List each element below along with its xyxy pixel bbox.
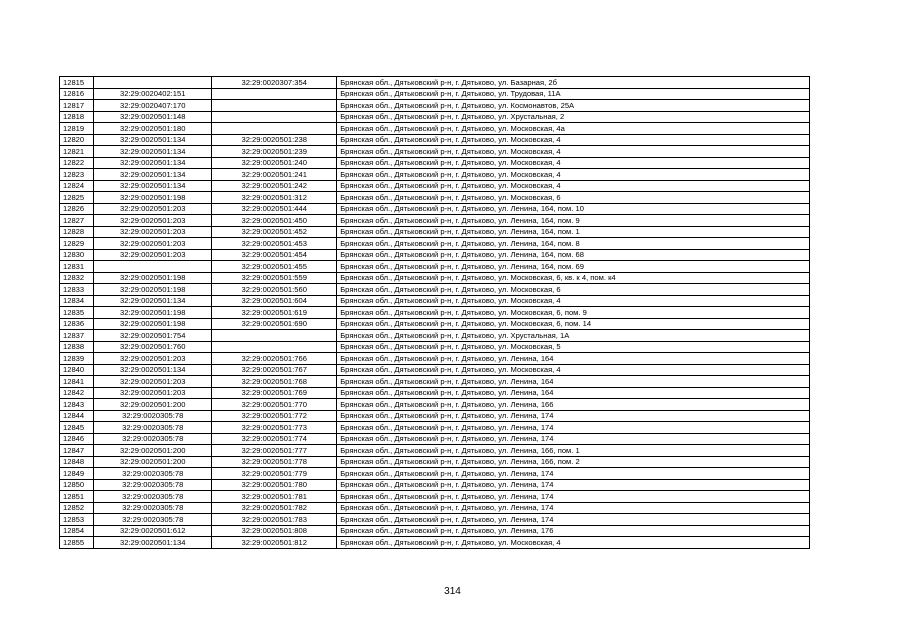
record-number-cell: 12834 <box>60 295 94 307</box>
cadastral-object-cell: 32:29:0020501:767 <box>212 364 337 376</box>
table-row <box>60 261 810 273</box>
address-cell: Брянская обл., Дятьковский р-н, г. Дятьково, ул. Ленина, 164, пом. 69 <box>337 261 810 273</box>
cadastral-parcel-cell: 32:29:0020501:760 <box>94 341 212 353</box>
record-number-cell: 12846 <box>60 433 94 445</box>
cadastral-object-cell: 32:29:0020501:454 <box>212 249 337 261</box>
cadastral-object-cell: 32:29:0020501:452 <box>212 226 337 238</box>
cadastral-object-cell: 32:29:0020501:242 <box>212 180 337 192</box>
table-row <box>60 330 810 342</box>
cadastral-parcel-cell: 32:29:0020501:198 <box>94 192 212 204</box>
record-number-cell: 12842 <box>60 387 94 399</box>
address-cell: Брянская обл., Дятьковский р-н, г. Дятьково, ул. Ленина, 174 <box>337 491 810 503</box>
cadastral-parcel-cell: 32:29:0020501:198 <box>94 307 212 319</box>
table-row <box>60 502 810 514</box>
cadastral-parcel-cell: 32:29:0020305:78 <box>94 410 212 422</box>
cadastral-object-cell: 32:29:0020501:312 <box>212 192 337 204</box>
cadastral-parcel-cell: 32:29:0020402:151 <box>94 88 212 100</box>
record-number-cell: 12817 <box>60 100 94 112</box>
cadastral-parcel-cell: 32:29:0020305:78 <box>94 502 212 514</box>
table-row <box>60 169 810 181</box>
table-row <box>60 215 810 227</box>
record-number-cell: 12849 <box>60 468 94 480</box>
records-table <box>59 76 810 549</box>
cadastral-parcel-cell: 32:29:0020305:78 <box>94 514 212 526</box>
record-number-cell: 12816 <box>60 88 94 100</box>
address-cell: Брянская обл., Дятьковский р-н, г. Дятьково, ул. Ленина, 174 <box>337 479 810 491</box>
address-cell: Брянская обл., Дятьковский р-н, г. Дятьково, ул. Базарная, 2б <box>337 77 810 89</box>
cadastral-parcel-cell: 32:29:0020501:203 <box>94 215 212 227</box>
record-number-cell: 12855 <box>60 537 94 549</box>
cadastral-object-cell: 32:29:0020501:240 <box>212 157 337 169</box>
address-cell: Брянская обл., Дятьковский р-н, г. Дятьково, ул. Московская, 4 <box>337 146 810 158</box>
cadastral-parcel-cell: 32:29:0020501:200 <box>94 399 212 411</box>
record-number-cell: 12828 <box>60 226 94 238</box>
cadastral-object-cell: 32:29:0020501:450 <box>212 215 337 227</box>
cadastral-object-cell: 32:29:0020501:780 <box>212 479 337 491</box>
record-number-cell: 12833 <box>60 284 94 296</box>
address-cell: Брянская обл., Дятьковский р-н, г. Дятьково, ул. Московская, 4 <box>337 537 810 549</box>
address-cell: Брянская обл., Дятьковский р-н, г. Дятьково, ул. Московская, 4 <box>337 180 810 192</box>
cadastral-object-cell: 32:29:0020501:444 <box>212 203 337 215</box>
record-number-cell: 12830 <box>60 249 94 261</box>
record-number-cell: 12827 <box>60 215 94 227</box>
record-number-cell: 12825 <box>60 192 94 204</box>
record-number-cell: 12841 <box>60 376 94 388</box>
cadastral-parcel-cell <box>94 77 212 89</box>
cadastral-object-cell: 32:29:0020501:690 <box>212 318 337 330</box>
table-row <box>60 295 810 307</box>
cadastral-object-cell <box>212 123 337 135</box>
cadastral-parcel-cell: 32:29:0020305:78 <box>94 491 212 503</box>
table-row <box>60 364 810 376</box>
record-number-cell: 12818 <box>60 111 94 123</box>
cadastral-object-cell <box>212 100 337 112</box>
cadastral-parcel-cell: 32:29:0020501:134 <box>94 169 212 181</box>
cadastral-parcel-cell: 32:29:0020501:134 <box>94 180 212 192</box>
table-row <box>60 77 810 89</box>
cadastral-object-cell: 32:29:0020501:774 <box>212 433 337 445</box>
table-row <box>60 284 810 296</box>
cadastral-parcel-cell: 32:29:0020501:198 <box>94 284 212 296</box>
table-row <box>60 146 810 158</box>
record-number-cell: 12835 <box>60 307 94 319</box>
table-row <box>60 192 810 204</box>
cadastral-object-cell: 32:29:0020501:766 <box>212 353 337 365</box>
cadastral-object-cell: 32:29:0020501:768 <box>212 376 337 388</box>
address-cell: Брянская обл., Дятьковский р-н, г. Дятьково, ул. Ленина, 166 <box>337 399 810 411</box>
record-number-cell: 12854 <box>60 525 94 537</box>
table-row <box>60 111 810 123</box>
record-number-cell: 12820 <box>60 134 94 146</box>
cadastral-parcel-cell: 32:29:0020501:203 <box>94 353 212 365</box>
address-cell: Брянская обл., Дятьковский р-н, г. Дятьково, ул. Ленина, 164, пом. 68 <box>337 249 810 261</box>
record-number-cell: 12824 <box>60 180 94 192</box>
table-row <box>60 479 810 491</box>
cadastral-object-cell: 32:29:0020501:783 <box>212 514 337 526</box>
cadastral-parcel-cell: 32:29:0020305:78 <box>94 468 212 480</box>
cadastral-parcel-cell: 32:29:0020305:78 <box>94 433 212 445</box>
table-row <box>60 123 810 135</box>
address-cell: Брянская обл., Дятьковский р-н, г. Дятьково, ул. Московская, 6, пом. 14 <box>337 318 810 330</box>
address-cell: Брянская обл., Дятьковский р-н, г. Дятьково, ул. Ленина, 164, пом. 9 <box>337 215 810 227</box>
table-row <box>60 341 810 353</box>
table-row <box>60 88 810 100</box>
table-row <box>60 249 810 261</box>
cadastral-parcel-cell: 32:29:0020501:198 <box>94 318 212 330</box>
cadastral-parcel-cell: 32:29:0020501:754 <box>94 330 212 342</box>
record-number-cell: 12837 <box>60 330 94 342</box>
cadastral-object-cell: 32:29:0020501:604 <box>212 295 337 307</box>
cadastral-object-cell: 32:29:0020501:772 <box>212 410 337 422</box>
cadastral-object-cell: 32:29:0020501:559 <box>212 272 337 284</box>
cadastral-object-cell: 32:29:0020501:770 <box>212 399 337 411</box>
cadastral-parcel-cell: 32:29:0020501:134 <box>94 364 212 376</box>
table-row <box>60 399 810 411</box>
record-number-cell: 12829 <box>60 238 94 250</box>
cadastral-parcel-cell: 32:29:0020305:78 <box>94 422 212 434</box>
address-cell: Брянская обл., Дятьковский р-н, г. Дятьково, ул. Московская, 6, пом. 9 <box>337 307 810 319</box>
record-number-cell: 12831 <box>60 261 94 273</box>
cadastral-object-cell: 32:29:0020501:241 <box>212 169 337 181</box>
record-number-cell: 12832 <box>60 272 94 284</box>
address-cell: Брянская обл., Дятьковский р-н, г. Дятьково, ул. Ленина, 164, пом. 10 <box>337 203 810 215</box>
cadastral-parcel-cell: 32:29:0020501:203 <box>94 249 212 261</box>
table-row <box>60 180 810 192</box>
address-cell: Брянская обл., Дятьковский р-н, г. Дятьково, ул. Московская, 6, кв. к 4, пом. к4 <box>337 272 810 284</box>
address-cell: Брянская обл., Дятьковский р-н, г. Дятьково, ул. Ленина, 164, пом. 8 <box>337 238 810 250</box>
record-number-cell: 12821 <box>60 146 94 158</box>
cadastral-object-cell: 32:29:0020501:453 <box>212 238 337 250</box>
record-number-cell: 12851 <box>60 491 94 503</box>
table-row <box>60 203 810 215</box>
address-cell: Брянская обл., Дятьковский р-н, г. Дятьково, ул. Московская, 6 <box>337 192 810 204</box>
cadastral-parcel-cell: 32:29:0020407:170 <box>94 100 212 112</box>
address-cell: Брянская обл., Дятьковский р-н, г. Дятьково, ул. Московская, 5 <box>337 341 810 353</box>
record-number-cell: 12840 <box>60 364 94 376</box>
cadastral-parcel-cell: 32:29:0020501:198 <box>94 272 212 284</box>
table-row <box>60 537 810 549</box>
table-row <box>60 307 810 319</box>
cadastral-parcel-cell: 32:29:0020501:134 <box>94 146 212 158</box>
address-cell: Брянская обл., Дятьковский р-н, г. Дятьково, ул. Ленина, 164 <box>337 387 810 399</box>
record-number-cell: 12815 <box>60 77 94 89</box>
cadastral-object-cell: 32:29:0020501:779 <box>212 468 337 480</box>
cadastral-object-cell: 32:29:0020501:777 <box>212 445 337 457</box>
address-cell: Брянская обл., Дятьковский р-н, г. Дятьково, ул. Ленина, 174 <box>337 514 810 526</box>
record-number-cell: 12819 <box>60 123 94 135</box>
address-cell: Брянская обл., Дятьковский р-н, г. Дятьково, ул. Московская, 4 <box>337 157 810 169</box>
cadastral-parcel-cell: 32:29:0020501:134 <box>94 537 212 549</box>
cadastral-parcel-cell: 32:29:0020501:200 <box>94 456 212 468</box>
table-row <box>60 468 810 480</box>
address-cell: Брянская обл., Дятьковский р-н, г. Дятьково, ул. Ленина, 174 <box>337 433 810 445</box>
record-number-cell: 12852 <box>60 502 94 514</box>
cadastral-object-cell: 32:29:0020501:773 <box>212 422 337 434</box>
address-cell: Брянская обл., Дятьковский р-н, г. Дятьково, ул. Хрустальная, 2 <box>337 111 810 123</box>
table-row <box>60 353 810 365</box>
address-cell: Брянская обл., Дятьковский р-н, г. Дятьково, ул. Ленина, 166, пом. 2 <box>337 456 810 468</box>
cadastral-object-cell: 32:29:0020501:239 <box>212 146 337 158</box>
address-cell: Брянская обл., Дятьковский р-н, г. Дятьково, ул. Московская, 4а <box>337 123 810 135</box>
records-table-body <box>60 77 810 549</box>
record-number-cell: 12845 <box>60 422 94 434</box>
cadastral-parcel-cell: 32:29:0020501:203 <box>94 376 212 388</box>
cadastral-object-cell: 32:29:0020501:238 <box>212 134 337 146</box>
address-cell: Брянская обл., Дятьковский р-н, г. Дятьково, ул. Московская, 6 <box>337 284 810 296</box>
record-number-cell: 12839 <box>60 353 94 365</box>
cadastral-object-cell: 32:29:0020501:619 <box>212 307 337 319</box>
address-cell: Брянская обл., Дятьковский р-н, г. Дятьково, ул. Ленина, 176 <box>337 525 810 537</box>
record-number-cell: 12853 <box>60 514 94 526</box>
address-cell: Брянская обл., Дятьковский р-н, г. Дятьково, ул. Ленина, 174 <box>337 502 810 514</box>
table-row <box>60 525 810 537</box>
address-cell: Брянская обл., Дятьковский р-н, г. Дятьково, ул. Московская, 4 <box>337 295 810 307</box>
cadastral-object-cell: 32:29:0020501:812 <box>212 537 337 549</box>
table-row <box>60 100 810 112</box>
cadastral-object-cell <box>212 88 337 100</box>
table-row <box>60 238 810 250</box>
cadastral-object-cell <box>212 330 337 342</box>
record-number-cell: 12822 <box>60 157 94 169</box>
cadastral-object-cell: 32:29:0020501:781 <box>212 491 337 503</box>
cadastral-object-cell: 32:29:0020501:455 <box>212 261 337 273</box>
cadastral-parcel-cell: 32:29:0020501:200 <box>94 445 212 457</box>
table-row <box>60 318 810 330</box>
address-cell: Брянская обл., Дятьковский р-н, г. Дятьково, ул. Ленина, 174 <box>337 410 810 422</box>
cadastral-parcel-cell: 32:29:0020501:203 <box>94 387 212 399</box>
table-row <box>60 134 810 146</box>
address-cell: Брянская обл., Дятьковский р-н, г. Дятьково, ул. Ленина, 164 <box>337 353 810 365</box>
table-row <box>60 387 810 399</box>
record-number-cell: 12823 <box>60 169 94 181</box>
address-cell: Брянская обл., Дятьковский р-н, г. Дятьково, ул. Ленина, 164, пом. 1 <box>337 226 810 238</box>
table-row <box>60 410 810 422</box>
cadastral-parcel-cell: 32:29:0020501:180 <box>94 123 212 135</box>
cadastral-parcel-cell: 32:29:0020501:203 <box>94 226 212 238</box>
cadastral-parcel-cell <box>94 261 212 273</box>
address-cell: Брянская обл., Дятьковский р-н, г. Дятьково, ул. Космонавтов, 25А <box>337 100 810 112</box>
cadastral-object-cell: 32:29:0020501:808 <box>212 525 337 537</box>
record-number-cell: 12836 <box>60 318 94 330</box>
cadastral-parcel-cell: 32:29:0020501:203 <box>94 238 212 250</box>
cadastral-parcel-cell: 32:29:0020501:134 <box>94 134 212 146</box>
cadastral-object-cell <box>212 111 337 123</box>
record-number-cell: 12847 <box>60 445 94 457</box>
address-cell: Брянская обл., Дятьковский р-н, г. Дятьково, ул. Московская, 4 <box>337 134 810 146</box>
cadastral-parcel-cell: 32:29:0020501:134 <box>94 295 212 307</box>
address-cell: Брянская обл., Дятьковский р-н, г. Дятьково, ул. Трудовая, 11А <box>337 88 810 100</box>
address-cell: Брянская обл., Дятьковский р-н, г. Дятьково, ул. Ленина, 166, пом. 1 <box>337 445 810 457</box>
address-cell: Брянская обл., Дятьковский р-н, г. Дятьково, ул. Ленина, 174 <box>337 468 810 480</box>
cadastral-object-cell <box>212 341 337 353</box>
table-row <box>60 456 810 468</box>
table-row <box>60 157 810 169</box>
cadastral-parcel-cell: 32:29:0020501:148 <box>94 111 212 123</box>
table-row <box>60 272 810 284</box>
address-cell: Брянская обл., Дятьковский р-н, г. Дятьково, ул. Ленина, 164 <box>337 376 810 388</box>
cadastral-parcel-cell: 32:29:0020501:612 <box>94 525 212 537</box>
address-cell: Брянская обл., Дятьковский р-н, г. Дятьково, ул. Ленина, 174 <box>337 422 810 434</box>
address-cell: Брянская обл., Дятьковский р-н, г. Дятьково, ул. Московская, 4 <box>337 169 810 181</box>
record-number-cell: 12850 <box>60 479 94 491</box>
page-number: 314 <box>444 586 461 597</box>
table-row <box>60 376 810 388</box>
table-row <box>60 514 810 526</box>
table-row <box>60 433 810 445</box>
table-row <box>60 226 810 238</box>
record-number-cell: 12826 <box>60 203 94 215</box>
cadastral-object-cell: 32:29:0020501:782 <box>212 502 337 514</box>
address-cell: Брянская обл., Дятьковский р-н, г. Дятьково, ул. Хрустальная, 1А <box>337 330 810 342</box>
cadastral-object-cell: 32:29:0020501:560 <box>212 284 337 296</box>
cadastral-object-cell: 32:29:0020307:354 <box>212 77 337 89</box>
cadastral-parcel-cell: 32:29:0020501:134 <box>94 157 212 169</box>
record-number-cell: 12848 <box>60 456 94 468</box>
cadastral-object-cell: 32:29:0020501:769 <box>212 387 337 399</box>
table-row <box>60 445 810 457</box>
table-row <box>60 422 810 434</box>
address-cell: Брянская обл., Дятьковский р-н, г. Дятьково, ул. Московская, 4 <box>337 364 810 376</box>
cadastral-object-cell: 32:29:0020501:778 <box>212 456 337 468</box>
record-number-cell: 12843 <box>60 399 94 411</box>
cadastral-parcel-cell: 32:29:0020501:203 <box>94 203 212 215</box>
table-row <box>60 491 810 503</box>
record-number-cell: 12838 <box>60 341 94 353</box>
cadastral-parcel-cell: 32:29:0020305:78 <box>94 479 212 491</box>
record-number-cell: 12844 <box>60 410 94 422</box>
